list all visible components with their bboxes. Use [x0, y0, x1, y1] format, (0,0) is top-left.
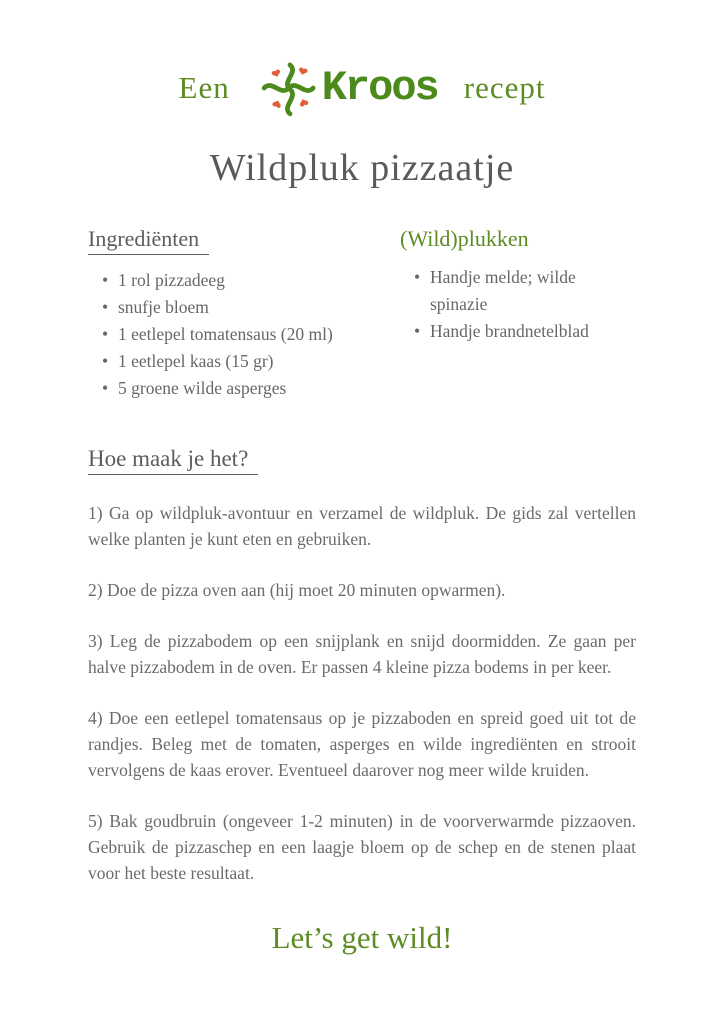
page-title: Wildpluk pizzaatje — [209, 147, 515, 189]
ingredients-list — [88, 267, 400, 402]
instructions-section — [0, 446, 724, 886]
kroos-pinwheel-logo-icon — [256, 54, 324, 122]
list-item: • 1 eetlepel kaas (15 gr) — [102, 348, 400, 375]
page-header — [0, 0, 724, 122]
list-item: • snufje bloem — [102, 294, 400, 321]
instruction-step: 5) Bak goudbruin (ongeveer 1-2 minuten) in de voorverwarmde pizzaoven. Gebruik de pizzaschep en een laagje bloem op de schep en de stenen plaat voor het beste resultaat. — [88, 811, 636, 883]
header-suffix: recept — [463, 70, 546, 105]
instruction-step: 1) Ga op wildpluk-avontuur en verzamel de wildpluk. De gids zal vertellen welke planten je kunt eten en gebruiken. — [88, 503, 636, 549]
footer-tagline: Let’s get wild! — [271, 920, 453, 955]
ingredients-section — [88, 226, 400, 402]
list-item: • 1 rol pizzadeeg — [102, 267, 400, 294]
ingredients-columns — [0, 226, 724, 402]
foraging-list — [400, 264, 636, 345]
brand-lockup — [256, 54, 438, 122]
header-prefix: Een — [178, 70, 230, 105]
foraging-section — [400, 226, 636, 402]
list-item: • 5 groene wilde asperges — [102, 375, 400, 402]
list-item: • 1 eetlepel tomatensaus (20 ml) — [102, 321, 400, 348]
instruction-step: 3) Leg de pizzabodem op een snijplank en snijd doormidden. Ze gaan per halve pizzabodem in de oven. Er passen 4 kleine pizza bodems in per keer. — [88, 631, 636, 677]
list-item: • Handje brandnetelblad — [414, 318, 636, 345]
list-item: • Handje melde; wilde spinazie — [414, 264, 636, 318]
brand-name: Kroos — [321, 64, 438, 112]
instructions-heading-wrap — [88, 446, 636, 475]
ingredients-heading-wrap — [88, 226, 400, 255]
instructions-heading: Hoe maak je het? — [88, 446, 258, 475]
instruction-step: 2) Doe de pizza oven aan (hij moet 20 minuten opwarmen). — [88, 580, 506, 600]
ingredients-heading: Ingrediënten — [88, 226, 209, 255]
foraging-heading: (Wild)plukken — [400, 226, 529, 251]
instruction-step: 4) Doe een eetlepel tomatensaus op je pizzaboden en spreid goed uit tot de randjes. Beleg met de tomaten, asperges en wilde ingrediënten en strooit vervolgens de kaas erover. Eventueel daarover nog meer wilde kruiden. — [88, 708, 636, 780]
